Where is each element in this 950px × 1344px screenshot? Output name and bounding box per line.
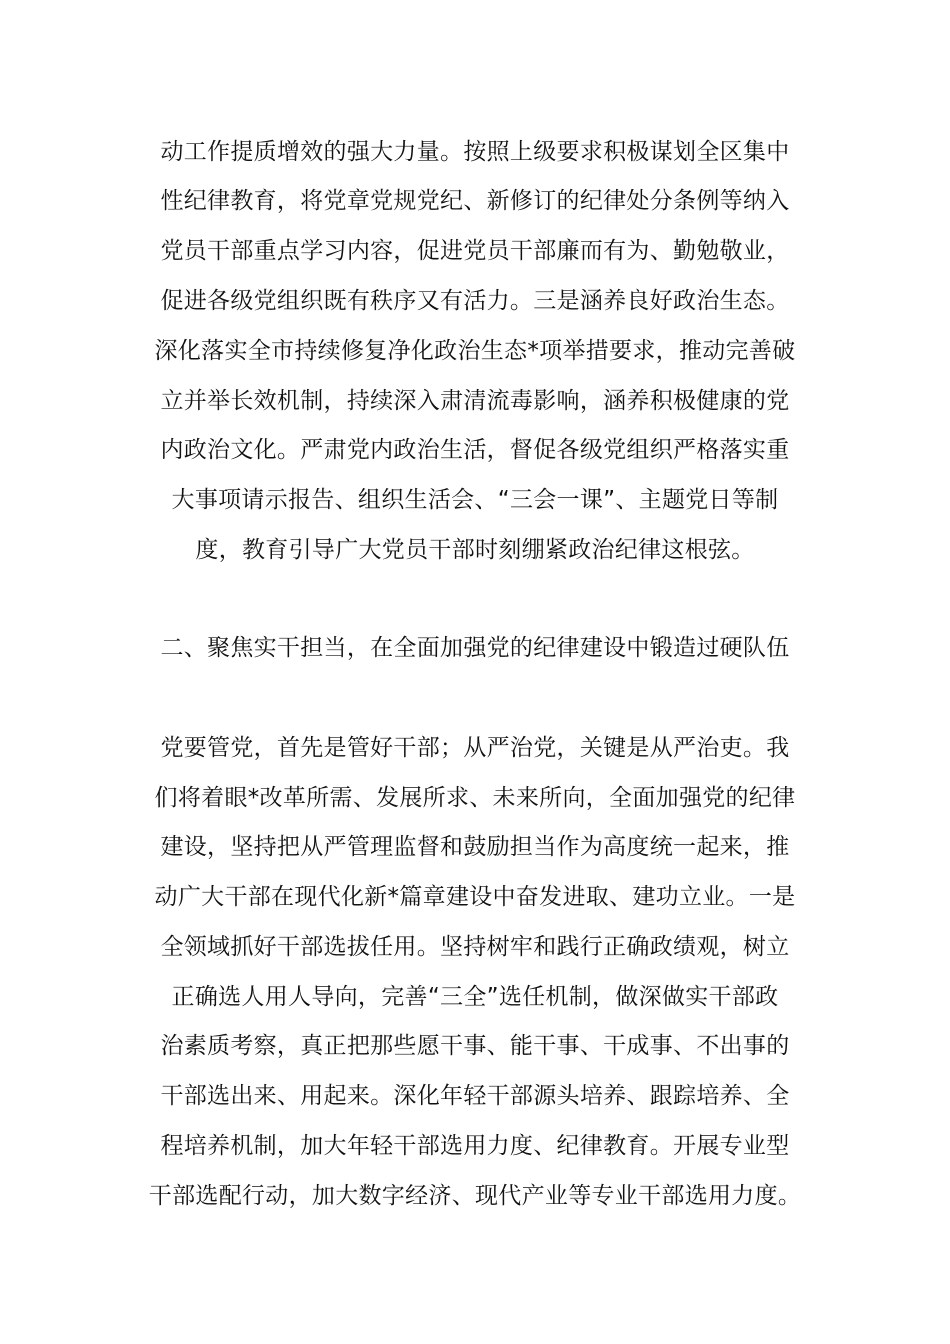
- paragraph-2-line-2: 们将着眼*改革所需、发展所求、未来所向，全面加强党的纪律: [154, 785, 796, 811]
- paragraph-1-line-4: 促进各级党组织既有秩序又有活力。三是涵养良好政治生态。: [160, 288, 790, 314]
- paragraph-2-line-9: 程培养机制，加大年轻干部选用力度、纪律教育。开展专业型: [160, 1133, 790, 1159]
- paragraph-2-line-3: 建设，坚持把从严管理监督和鼓励担当作为高度统一起来，推: [160, 834, 790, 860]
- paragraph-1-line-6: 立并举长效机制，持续深入肃清流毒影响，涵养积极健康的党: [160, 388, 790, 414]
- paragraph-2-line-10: 干部选配行动，加大数字经济、现代产业等专业干部选用力度。: [148, 1183, 802, 1209]
- paragraph-1-line-9: 度，教育引导广大党员干部时刻绷紧政治纪律这根弦。: [195, 537, 755, 563]
- paragraph-2-line-8: 干部选出来、用起来。深化年轻干部源头培养、跟踪培养、全: [160, 1083, 790, 1109]
- paragraph-2-line-4: 动广大干部在现代化新*篇章建设中奋发进取、建功立业。一是: [154, 884, 796, 910]
- paragraph-2-line-7: 治素质考察，真正把那些愿干事、能干事、干成事、不出事的: [160, 1033, 790, 1059]
- paragraph-1-line-1: 动工作提质增效的强大力量。按照上级要求积极谋划全区集中: [160, 139, 790, 165]
- paragraph-1-line-7: 内政治文化。严肃党内政治生活，督促各级党组织严格落实重: [160, 437, 790, 463]
- paragraph-1-line-8: 大事项请示报告、组织生活会、“三会一课”、主题党日等制: [171, 487, 779, 513]
- paragraph-1-line-2: 性纪律教育，将党章党规党纪、新修订的纪律处分条例等纳入: [160, 188, 790, 214]
- paragraph-2-line-5: 全领域抓好干部选拔任用。坚持树牢和践行正确政绩观，树立: [160, 934, 790, 960]
- section-heading: 二、聚焦实干担当，在全面加强党的纪律建设中锻造过硬队伍: [160, 635, 790, 661]
- paragraph-1-line-3: 党员干部重点学习内容，促进党员干部廉而有为、勤勉敬业，: [160, 238, 790, 264]
- paragraph-2-line-1: 党要管党，首先是管好干部；从严治党，关键是从严治吏。我: [160, 735, 790, 761]
- paragraph-1-line-5: 深化落实全市持续修复净化政治生态*项举措要求，推动完善破: [154, 338, 796, 364]
- paragraph-2-line-6: 正确选人用人导向，完善“三全”选任机制，做深做实干部政: [171, 984, 779, 1010]
